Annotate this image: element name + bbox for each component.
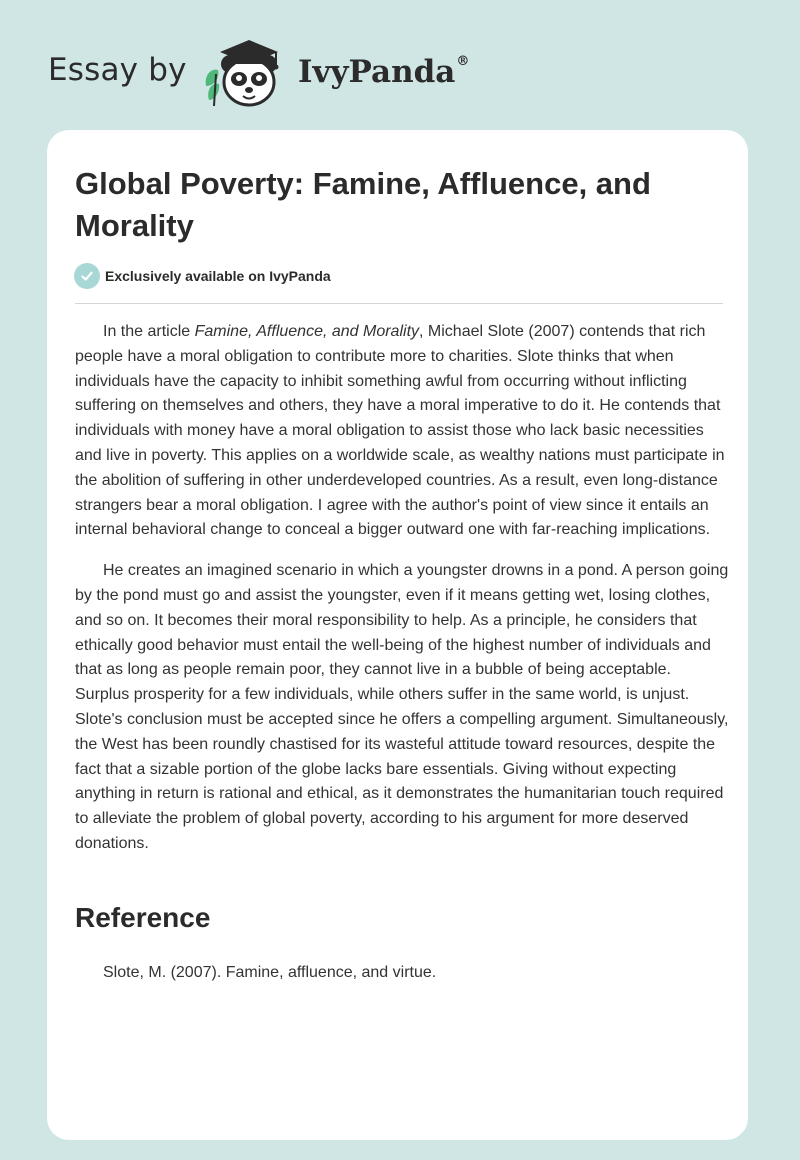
brand-name [298,54,469,90]
check-icon [74,263,100,289]
page-title: Global Poverty: Famine, Affluence, and Morality [75,166,651,243]
essay-by-label: Essay by [48,52,187,88]
brand-text: IvyPanda [298,54,456,90]
registered-mark: ® [456,53,470,69]
exclusive-badge [74,263,331,289]
paragraph-1-rest: , Michael Slote (2007) contends that rich people have a moral obligation to contribute more to charities. Slote thinks that when individuals have the capacity to inhibit something awful from occurring without inflicting suffering on themselves and others, they have a moral imperative to do it. He contends that individuals with money have a moral obligation to assist those who lack basic necessities and live in poverty. This applies on a worldwide scale, as wealthy nations must participate in the abolition of suffering in other underdeveloped countries. As a result, even long-distance strangers bear a moral obligation. I agree with the author's point of view since it entails an internal behavioral change to conceal a bigger outward one with far-reaching implications. [75,323,725,539]
article-body [75,320,729,873]
paragraph-1-lead: In the article [103,323,195,340]
reference-heading: Reference [75,902,211,933]
cited-article-title: Famine, Affluence, and Morality [194,323,420,340]
panda-graduate-icon [202,34,292,110]
essay-card [47,130,748,1140]
badge-label: Exclusively available on IvyPanda [105,268,331,284]
reference-item: Slote, M. (2007). Famine, affluence, and virtue. [103,964,437,981]
divider [75,303,723,304]
paragraph-1 [75,320,729,543]
site-header [48,34,508,110]
paragraph-2: He creates an imagined scenario in which a youngster drowns in a pond. A person going by the pond must go and assist the youngster, even if it means getting wet, losing clothes, and so on. It becomes their moral responsibility to help. As a principle, he considers that ethically good behavior must entail the well-being of the highest number of individuals and that as long as people remain poor, they cannot live in a bubble of being acceptable. Surplus prosperity for a few individuals, while others suffer in the same world, is unjust. Slote's conclusion must be accepted since he offers a compelling argument. Simultaneously, the West has been roundly chastised for its wasteful attitude toward resources, despite the fact that a sizable portion of the globe lacks bare essentials. Giving without expecting anything in return is rational and ethical, as it demonstrates the humanitarian touch required to alleviate the problem of global poverty, according to his argument for more deserved donations. [75,562,729,852]
